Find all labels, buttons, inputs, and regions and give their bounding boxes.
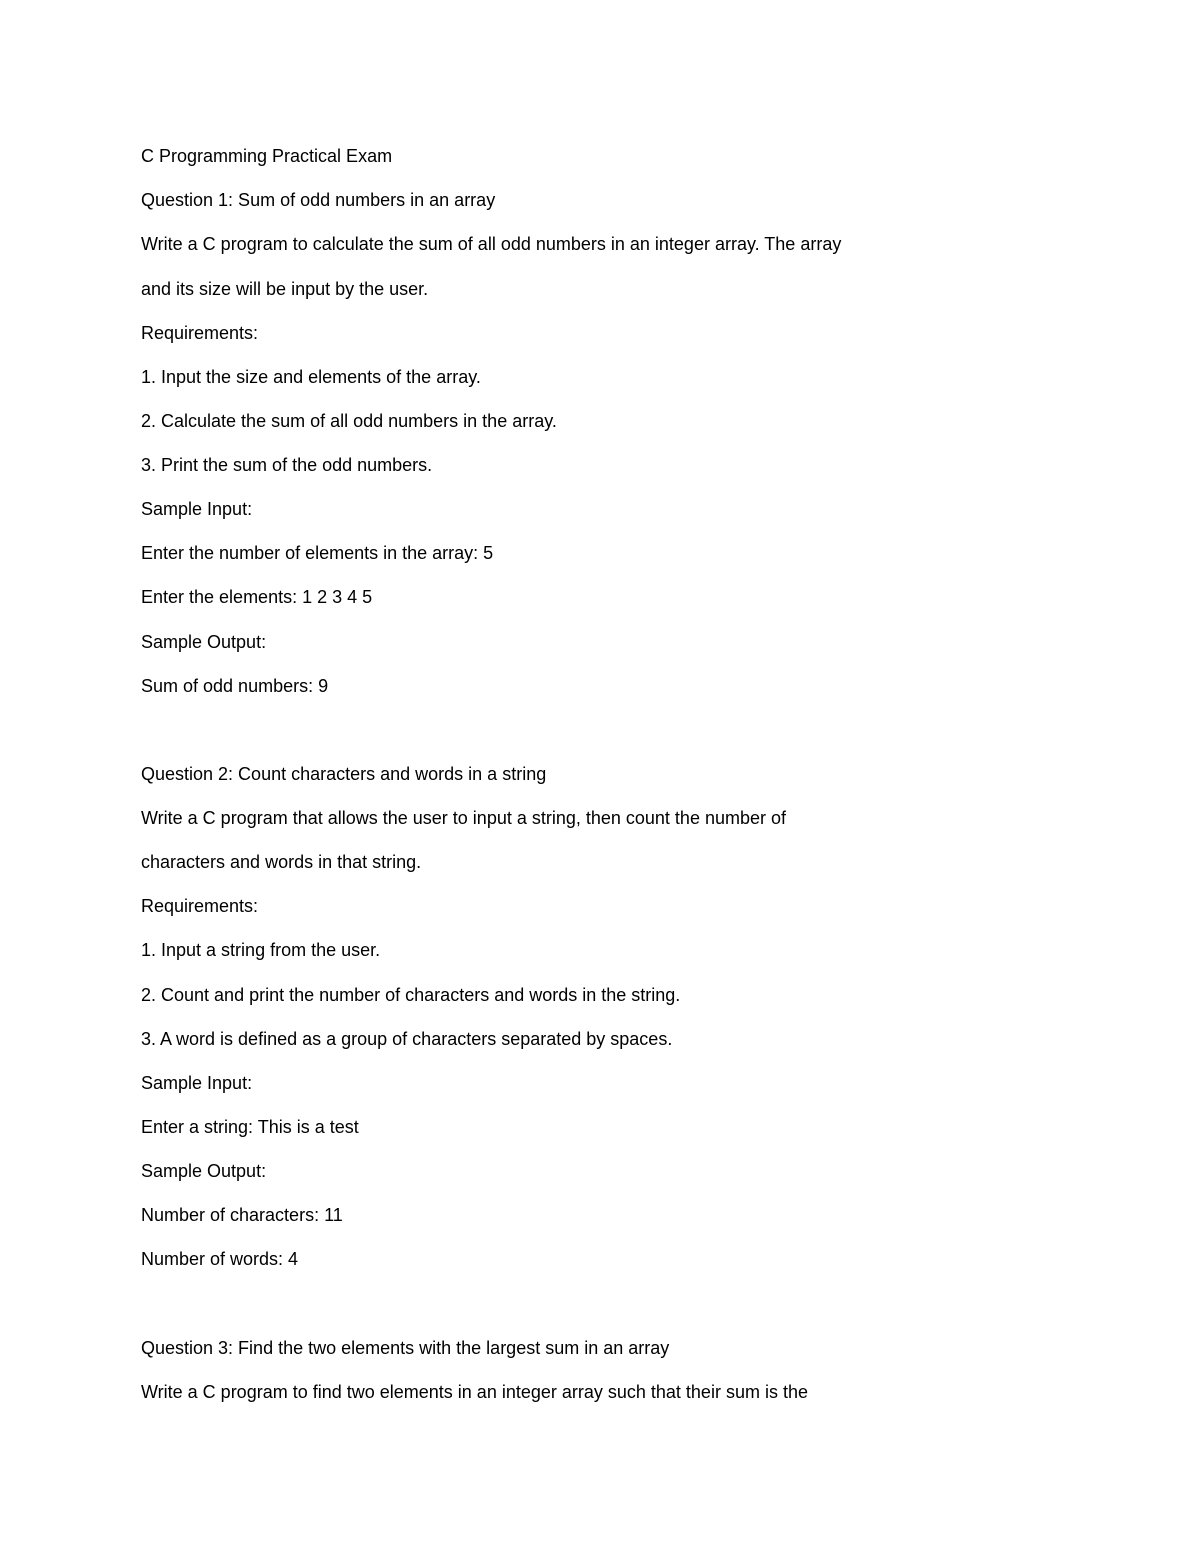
question-heading: Question 1: Sum of odd numbers in an array [141, 190, 496, 210]
sample-output-label: Sample Output: [141, 632, 267, 652]
requirement-item: 1. Input the size and elements of the array. [141, 367, 481, 387]
requirement-item: 3. A word is defined as a group of characters separated by spaces. [141, 1029, 673, 1049]
requirement-item: 2. Calculate the sum of all odd numbers in the array. [141, 411, 557, 431]
requirement-item: 3. Print the sum of the odd numbers. [141, 455, 433, 475]
question-heading: Question 2: Count characters and words in a string [141, 764, 547, 784]
sample-input-label: Sample Input: [141, 499, 253, 519]
sample-input-line: Enter the number of elements in the array: 5 [141, 543, 494, 563]
question-description-line: characters and words in that string. [141, 852, 422, 872]
question-description-line: Write a C program that allows the user to input a string, then count the number of [141, 808, 787, 828]
question-heading: Question 3: Find the two elements with the largest sum in an array [141, 1338, 670, 1358]
sample-input-line: Enter a string: This is a test [141, 1117, 359, 1137]
sample-output-label: Sample Output: [141, 1161, 267, 1181]
question-description-line: and its size will be input by the user. [141, 279, 429, 299]
question-description-line: Write a C program to calculate the sum of all odd numbers in an integer array. The array [141, 234, 842, 254]
requirements-label: Requirements: [141, 323, 259, 343]
sample-output-line: Number of words: 4 [141, 1249, 299, 1269]
document-title: C Programming Practical Exam [141, 146, 393, 166]
sample-input-label: Sample Input: [141, 1073, 253, 1093]
requirement-item: 1. Input a string from the user. [141, 940, 381, 960]
sample-input-line: Enter the elements: 1 2 3 4 5 [141, 587, 373, 607]
requirements-label: Requirements: [141, 896, 259, 916]
sample-output-line: Sum of odd numbers: 9 [141, 676, 329, 696]
sample-output-line: Number of characters: 11 [141, 1205, 343, 1225]
requirement-item: 2. Count and print the number of characters and words in the string. [141, 985, 681, 1005]
question-description-line: Write a C program to find two elements in an integer array such that their sum is the [141, 1382, 808, 1402]
